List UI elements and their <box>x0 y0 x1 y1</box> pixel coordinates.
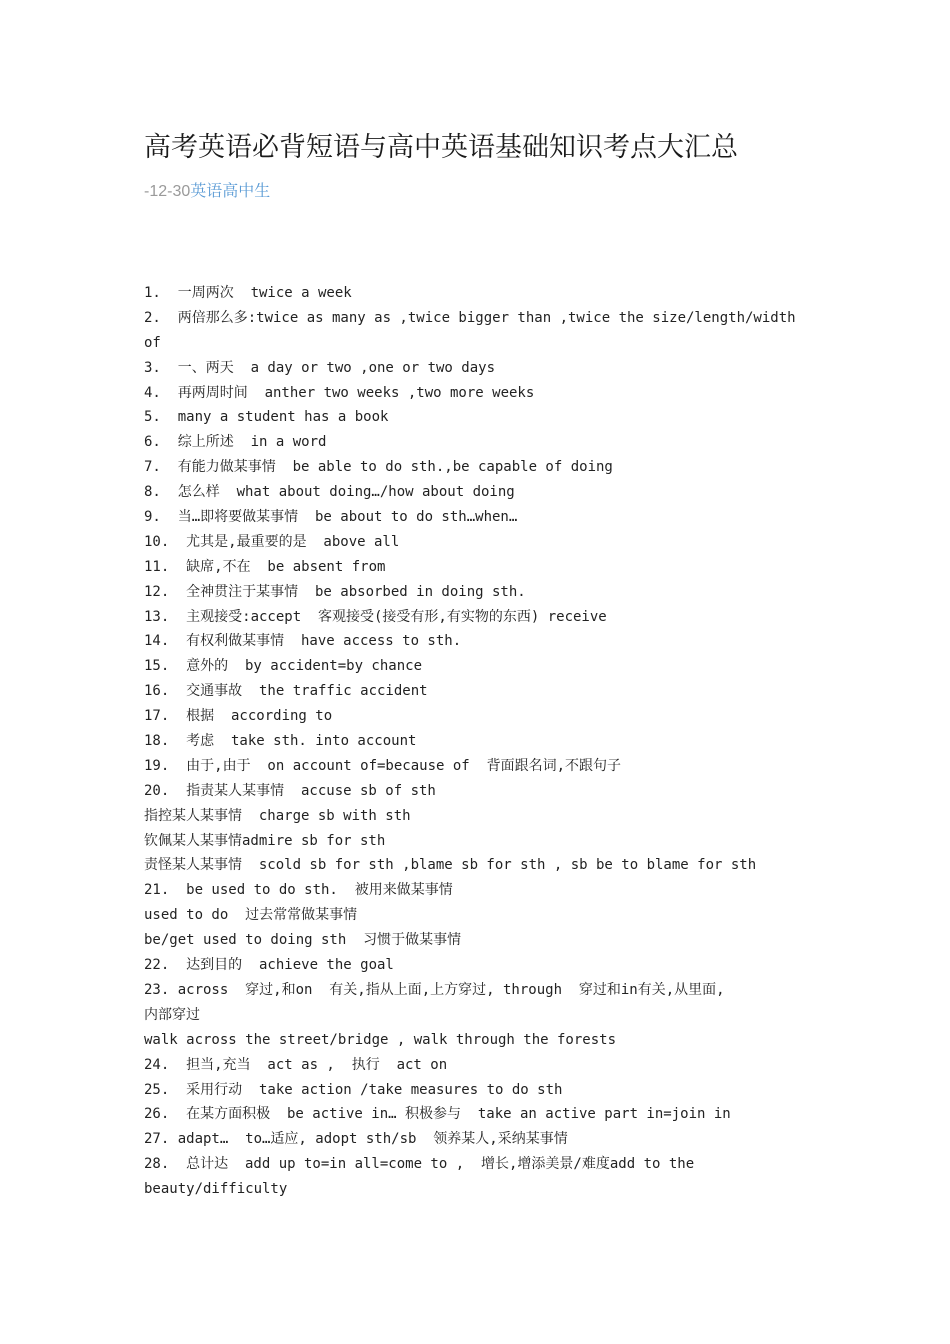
text-line: 责怪某人某事情 scold sb for sth ,blame sb for sth , sb be to blame for sth <box>144 857 757 874</box>
text-line: 内部穿过 <box>144 1006 200 1023</box>
text-line: 2. 两倍那么多:twice as many as ,twice bigger than ,twice the size/length/width <box>144 309 796 326</box>
text-line: 9. 当…即将要做某事情 be about to do sth…when… <box>144 509 518 526</box>
text-line: 23. across 穿过,和on 有关,指从上面,上方穿过, through 穿过和in有关,从里面, <box>144 981 725 998</box>
text-line: 16. 交通事故 the traffic accident <box>144 683 428 700</box>
text-line: 4. 再两周时间 anther two weeks ,two more weeks <box>144 384 535 401</box>
text-line: 27. adapt… to…适应, adopt sth/sb 领养某人,采纳某事情 <box>144 1131 568 1148</box>
text-line: used to do 过去常常做某事情 <box>144 907 358 924</box>
text-line: 指控某人某事情 charge sb with sth <box>144 807 411 824</box>
text-line: 6. 综上所述 in a word <box>144 434 327 451</box>
text-line: 17. 根据 according to <box>144 708 333 725</box>
text-line: beauty/difficulty <box>144 1181 288 1198</box>
text-line: 21. be used to do sth. 被用来做某事情 <box>144 882 453 899</box>
text-line: 14. 有权利做某事情 have access to sth. <box>144 633 462 650</box>
text-line: 28. 总计达 add up to=in all=come to , 增长,增添美景/难度add to the <box>144 1156 695 1173</box>
text-line: be/get used to doing sth 习惯于做某事情 <box>144 932 462 949</box>
text-line: 19. 由于,由于 on account of=because of 背面跟名词,不跟句子 <box>144 757 622 774</box>
text-line: 10. 尤其是,最重要的是 above all <box>144 533 400 550</box>
text-line: 8. 怎么样 what about doing…/how about doing <box>144 484 515 501</box>
text-line: 12. 全神贯注于某事情 be absorbed in doing sth. <box>144 583 526 600</box>
text-line: 13. 主观接受:accept 客观接受(接受有形,有实物的东西) receive <box>144 608 607 625</box>
text-line: 26. 在某方面积极 be active in… 积极参与 take an active part in=join in <box>144 1106 731 1123</box>
article-body <box>144 281 824 1202</box>
text-line: 25. 采用行动 take action /take measures to do sth <box>144 1081 563 1098</box>
text-line: 22. 达到目的 achieve the goal <box>144 957 394 974</box>
text-line: of <box>144 334 161 351</box>
text-line: 钦佩某人某事情admire sb for sth <box>144 832 386 849</box>
text-line: 11. 缺席,不在 be absent from <box>144 558 386 575</box>
text-line: 3. 一、两天 a day or two ,one or two days <box>144 359 496 376</box>
article-meta <box>144 180 270 204</box>
text-line: 18. 考虑 take sth. into account <box>144 733 417 750</box>
author-link[interactable]: 英语高中生 <box>190 183 271 200</box>
text-line: 5. many a student has a book <box>144 409 389 426</box>
page-title: 高考英语必背短语与高中英语基础知识考点大汇总 <box>144 132 738 163</box>
text-line: 20. 指责某人某事情 accuse sb of sth <box>144 782 436 799</box>
text-line: 15. 意外的 by accident=by chance <box>144 658 423 675</box>
text-line: 1. 一周两次 twice a week <box>144 285 352 301</box>
text-line: 7. 有能力做某事情 be able to do sth.,be capable of doing <box>144 459 613 476</box>
publish-date: -12-30 <box>144 183 191 200</box>
text-line: walk across the street/bridge , walk through the forests <box>144 1031 617 1048</box>
text-line: 24. 担当,充当 act as , 执行 act on <box>144 1056 448 1073</box>
